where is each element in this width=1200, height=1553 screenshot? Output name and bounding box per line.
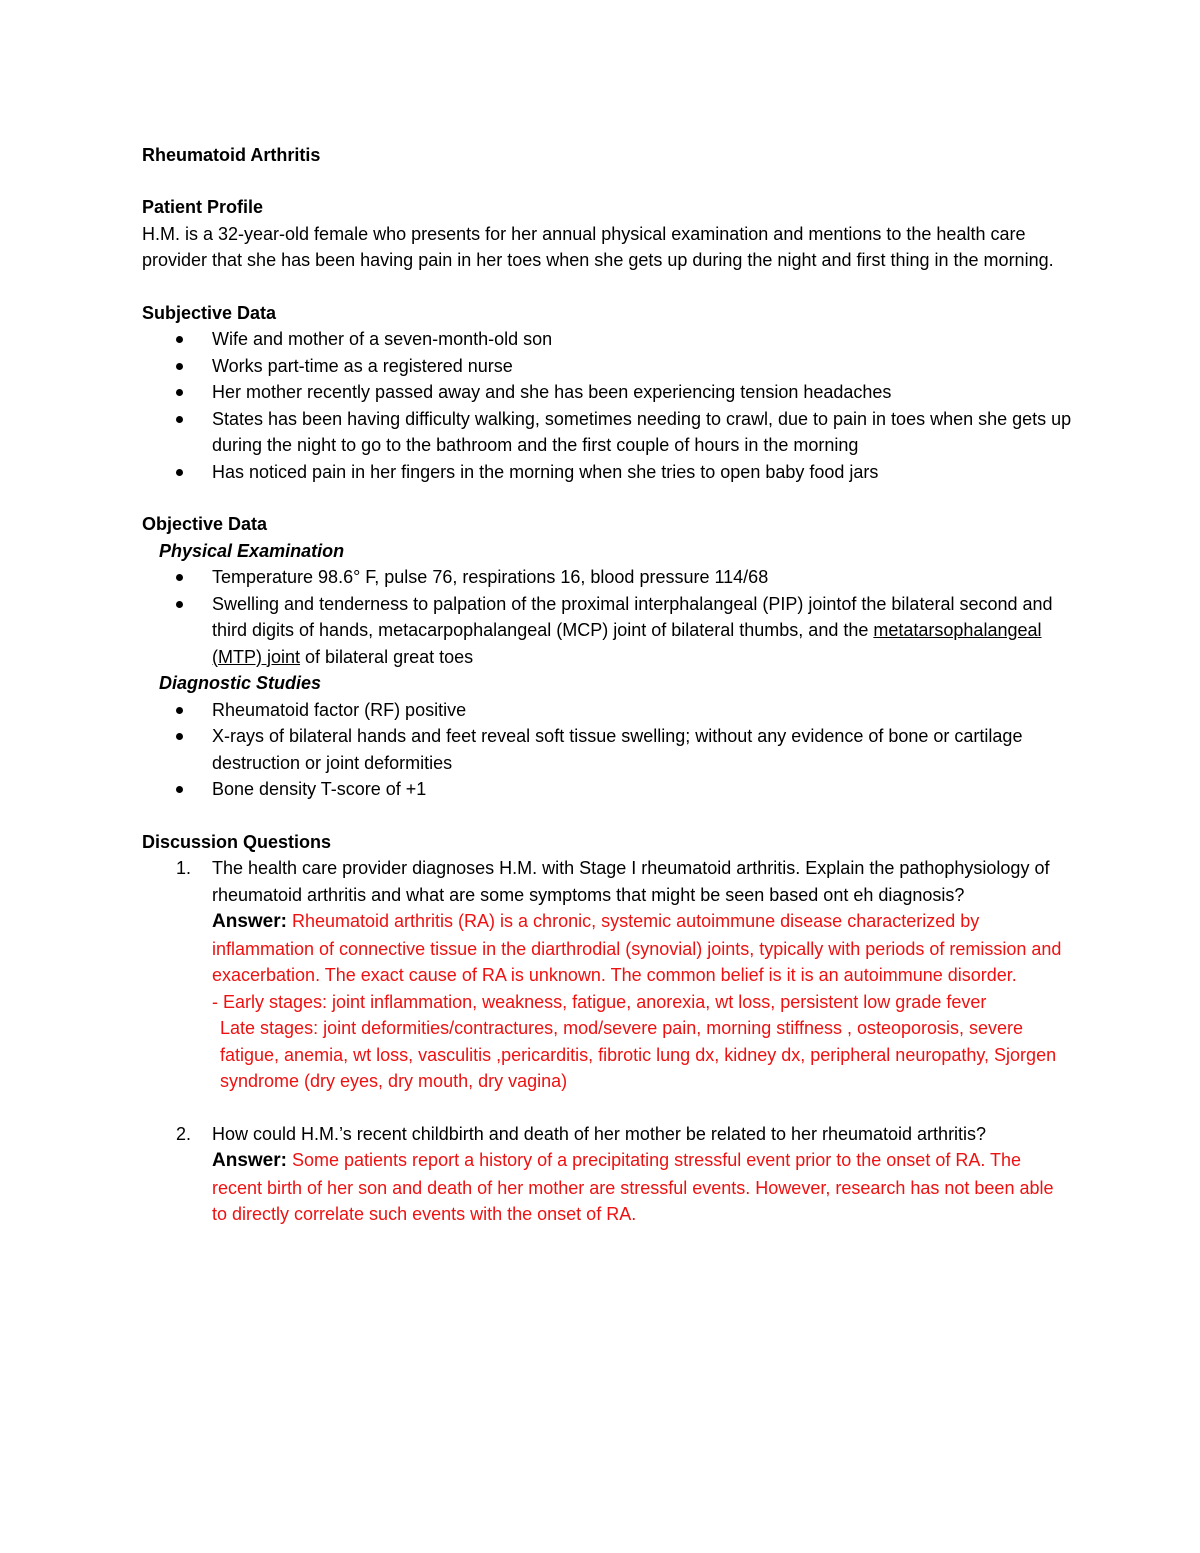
question-number: 1.: [176, 858, 192, 878]
bullet-icon: [176, 389, 183, 396]
list-item-text: Rheumatoid factor (RF) positive: [212, 699, 467, 720]
list-item-text: States has been having difficulty walking, sometimes needing to crawl, due to pain in toes when she gets up during the night to go to the bathroom and the first couple of hours in the morning: [212, 408, 1072, 455]
patient-profile-heading: Patient Profile: [142, 197, 264, 217]
bullet-icon: [176, 336, 183, 343]
list-item: [142, 591, 1072, 671]
list-item: [142, 353, 1072, 380]
physical-examination-list: [142, 564, 1072, 670]
question-item: [142, 855, 1072, 1095]
list-item-text: X-rays of bilateral hands and feet reveal soft tissue swelling; without any evidence of bone or cartilage destruction or joint deformities: [212, 726, 1023, 773]
list-item: [142, 326, 1072, 353]
list-item-text: Temperature 98.6° F, pulse 76, respirations 16, blood pressure 114/68: [212, 567, 769, 587]
bullet-icon: [176, 469, 183, 476]
list-item-text: Her mother recently passed away and she has been experiencing tension headaches: [212, 382, 892, 402]
bullet-icon: [176, 786, 183, 793]
early-stages-text: - Early stages: joint inflammation, weakness, fatigue, anorexia, wt loss, persistent low grade fever: [212, 991, 987, 1012]
underlined-term: metatarsophalangeal (MTP) joint: [212, 620, 1042, 667]
physical-examination-heading: Physical Examination: [159, 540, 345, 561]
answer-block: [212, 1147, 1072, 1228]
discussion-questions-heading: Discussion Questions: [142, 831, 332, 852]
objective-data-heading: Objective Data: [142, 514, 268, 534]
spacer: [142, 168, 1072, 194]
list-item-text-part: of bilateral great toes: [300, 646, 474, 667]
diagnostic-studies-list: [142, 697, 1072, 803]
list-item: [142, 776, 1072, 803]
bullet-icon: [176, 733, 183, 740]
list-item-text-part: Swelling and tenderness to palpation of the proximal interphalangeal (PIP) jointof the bilateral second and third digits of hands, metacarpophalangeal (MCP) joint of bilateral thumbs, and the: [212, 593, 1053, 640]
question-text: The health care provider diagnoses H.M. with Stage I rheumatoid arthritis. Explain the pathophysiology of rheumatoid arthritis and what are some symptoms that might be seen based ont eh diagnosis?: [212, 858, 1050, 905]
bullet-icon: [176, 574, 183, 581]
list-item: [142, 697, 1072, 724]
list-item-text: Has noticed pain in her fingers in the morning when she tries to open baby food jars: [212, 461, 879, 482]
discussion-questions-list: [142, 855, 1072, 1228]
answer-label: Answer:: [212, 911, 287, 932]
subjective-data-list: [142, 326, 1072, 485]
list-item-text: Bone density T-score of +1: [212, 779, 427, 799]
bullet-icon: [176, 707, 183, 714]
bullet-icon: [176, 363, 183, 370]
spacer: [142, 803, 1072, 829]
answer-block: [212, 908, 1072, 989]
subjective-data-heading: Subjective Data: [142, 302, 277, 323]
question-item: [142, 1121, 1072, 1228]
list-item-text: Wife and mother of a seven-month-old son: [212, 329, 553, 349]
document-title: Rheumatoid Arthritis: [142, 145, 321, 165]
list-item: [142, 564, 1072, 591]
bullet-icon: [176, 416, 183, 423]
late-stages-text: Late stages: joint deformities/contractures, mod/severe pain, morning stiffness , osteoporosis, severe fatigue, anemia, wt loss, vasculitis ,pericarditis, fibrotic lung dx, kidney dx, peripheral neuropathy, Sjorgen syndrome (dry eyes, dry mouth, dry vagina): [220, 1018, 1057, 1091]
bullet-icon: [176, 601, 183, 608]
list-item: [142, 406, 1072, 459]
answer-text: Some patients report a history of a precipitating stressful event prior to the onset of RA. The recent birth of her son and death of her mother are stressful events. However, research has not been able to directly correlate such events with the onset of RA.: [212, 1150, 1054, 1224]
spacer: [142, 274, 1072, 300]
patient-profile-text: H.M. is a 32-year-old female who presents for her annual physical examination and mentions to the health care provider that she has been having pain in her toes when she gets up during the night and first thing in the morning.: [142, 223, 1054, 270]
list-item: [142, 723, 1072, 776]
list-item: [142, 459, 1072, 486]
question-number: 2.: [176, 1123, 192, 1144]
list-item: [142, 379, 1072, 406]
diagnostic-studies-heading: Diagnostic Studies: [159, 673, 322, 693]
question-text: How could H.M.’s recent childbirth and death of her mother be related to her rheumatoid arthritis?: [212, 1123, 987, 1144]
answer-label: Answer:: [212, 1150, 287, 1171]
list-item-text: Works part-time as a registered nurse: [212, 355, 513, 376]
answer-text: Rheumatoid arthritis (RA) is a chronic, systemic autoimmune disease characterized by inflammation of connective tissue in the diarthrodial (synovial) joints, typically with periods of remission and exacerbation. The exact cause of RA is unknown. The common belief is it is an autoimmune disorder.: [212, 911, 1062, 985]
document-page: [142, 142, 1072, 1228]
spacer: [142, 485, 1072, 511]
